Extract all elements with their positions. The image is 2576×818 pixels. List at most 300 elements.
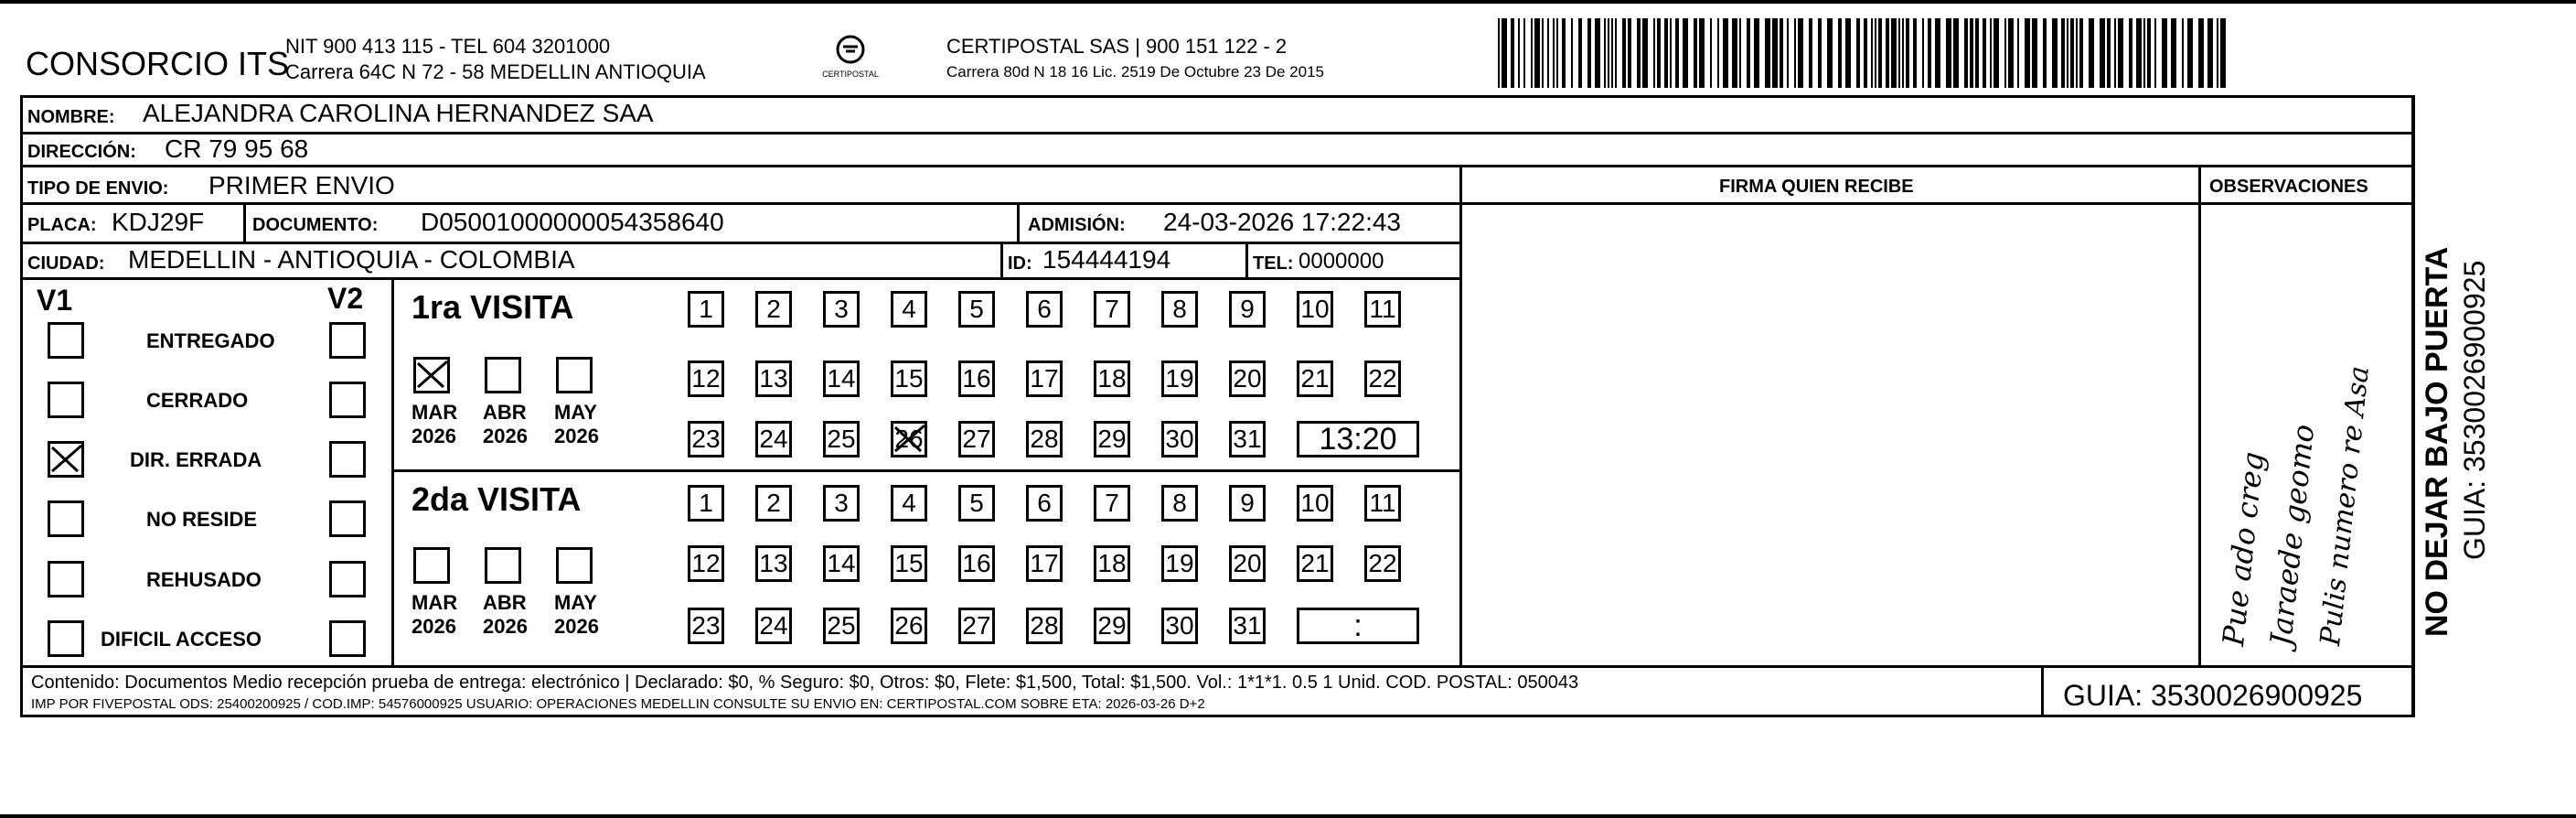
day-number: 2 [766, 295, 781, 323]
day-box[interactable] [1229, 291, 1266, 328]
admision-label: ADMISIÓN: [1028, 215, 1126, 235]
day-box[interactable] [688, 291, 724, 328]
company-line-1: NIT 900 413 115 - TEL 604 3201000 [285, 35, 611, 58]
barcode-bar [2089, 18, 2094, 88]
month-checkbox[interactable] [485, 357, 521, 393]
ciudad-label: CIUDAD: [27, 253, 105, 274]
barcode-bar [1628, 18, 1631, 88]
month-checkbox[interactable] [556, 357, 593, 393]
day-box[interactable] [755, 485, 792, 522]
day-box[interactable] [891, 545, 927, 582]
day-box[interactable] [1297, 291, 1333, 328]
status-label: DIFICIL ACCESO [101, 628, 262, 651]
barcode-bar [1747, 18, 1750, 88]
day-number: 28 [1030, 425, 1059, 453]
barcode-bar [1531, 18, 1533, 88]
day-box[interactable] [1229, 421, 1266, 457]
rule [1017, 202, 1020, 242]
day-box[interactable] [1161, 291, 1198, 328]
barcode-bar [1864, 18, 1867, 88]
day-box[interactable] [1364, 485, 1401, 522]
status-checkbox-v2[interactable] [329, 561, 366, 597]
nombre-value: ALEJANDRA CAROLINA HERNANDEZ SAA [143, 99, 654, 127]
day-number: 25 [827, 425, 856, 453]
day-number: 8 [1172, 489, 1187, 517]
tel-label: TEL: [1253, 253, 1294, 274]
barcode-bar [1928, 18, 1931, 88]
barcode-bar [1587, 18, 1591, 88]
barcode-bar [2004, 18, 2006, 88]
day-box[interactable] [958, 485, 995, 522]
barcode-bar [1765, 18, 1770, 88]
barcode-bar [1754, 18, 1759, 88]
day-number: 27 [962, 425, 991, 453]
first-visit-title: 1ra VISITA [412, 288, 574, 326]
ciudad-value: MEDELLIN - ANTIOQUIA - COLOMBIA [128, 245, 575, 274]
rule [1245, 242, 1248, 277]
barcode-bar [1975, 18, 1979, 88]
status-label: NO RESIDE [146, 508, 258, 531]
day-box[interactable] [1026, 421, 1063, 457]
status-checkbox-v2[interactable] [329, 500, 366, 537]
firma-label: FIRMA QUIEN RECIBE [1719, 177, 1914, 197]
year-label: 2026 [554, 425, 599, 447]
barcode-bar [1723, 18, 1728, 88]
day-box[interactable] [823, 421, 860, 457]
year-label: 2026 [554, 615, 599, 638]
barcode-bar [1856, 18, 1860, 88]
day-box[interactable] [823, 291, 860, 328]
day-number: 26 [894, 611, 924, 640]
day-number: 13 [759, 364, 788, 393]
time-value: 13:20 [1319, 421, 1397, 457]
month-label: MAR [412, 401, 458, 424]
day-number: 22 [1368, 549, 1397, 577]
day-number: 22 [1368, 364, 1397, 393]
day-box[interactable] [891, 421, 927, 457]
day-number: 3 [834, 295, 849, 323]
day-box[interactable] [1026, 545, 1063, 582]
carrier-line-1: CERTIPOSTAL SAS | 900 151 122 - 2 [946, 35, 1288, 58]
barcode-bar [1902, 18, 1904, 88]
barcode-bar [1838, 18, 1842, 88]
day-number: 1 [699, 489, 713, 517]
day-number: 5 [969, 295, 984, 323]
year-label: 2026 [483, 425, 528, 447]
time-value: : [1353, 608, 1363, 643]
day-number: 14 [827, 549, 856, 577]
day-number: 30 [1165, 611, 1194, 640]
day-number: 31 [1233, 611, 1262, 640]
status-checkbox-v1[interactable] [48, 620, 84, 657]
direccion-label: DIRECCIÓN: [27, 142, 136, 162]
day-box[interactable] [1094, 608, 1130, 644]
month-label: ABR [483, 401, 527, 424]
day-box[interactable] [1161, 421, 1198, 457]
barcode-bar [2129, 18, 2132, 88]
barcode-bar [1578, 18, 1582, 88]
time-box[interactable] [1297, 608, 1419, 644]
barcode-bar [1886, 18, 1889, 88]
day-number: 9 [1240, 295, 1255, 323]
placa-value: KDJ29F [112, 208, 205, 236]
year-label: 2026 [412, 425, 456, 447]
barcode-bar [1964, 18, 1968, 88]
barcode-bar [1935, 18, 1940, 88]
barcode-bar [1571, 18, 1573, 88]
day-box[interactable] [958, 421, 995, 457]
status-checkbox-v2[interactable] [329, 322, 366, 359]
day-box[interactable] [688, 361, 724, 397]
barcode-bar [2217, 18, 2218, 88]
day-number: 21 [1300, 364, 1330, 393]
logo-text: CERTIPOSTAL [822, 70, 879, 79]
barcode-bar [1637, 18, 1641, 88]
id-label: ID: [1008, 253, 1032, 274]
certipostal-logo [818, 31, 882, 82]
barcode-bar [1780, 18, 1783, 88]
day-number: 7 [1105, 489, 1119, 517]
observaciones-label: OBSERVACIONES [2209, 177, 2368, 197]
rule [2198, 165, 2201, 665]
carrier-line-2: Carrera 80d N 18 16 Lic. 2519 De Octubre 23 De 2015 [946, 63, 1324, 81]
barcode-bar [1845, 18, 1851, 88]
handwritten-line: Pulis numero re Asa [2314, 364, 2376, 648]
v1-header: V1 [37, 284, 73, 317]
day-box[interactable] [1229, 545, 1266, 582]
rule [20, 165, 2412, 167]
day-number: 18 [1097, 364, 1127, 393]
barcode-bar [2017, 18, 2019, 88]
day-box[interactable] [823, 545, 860, 582]
day-number: 2 [766, 489, 781, 517]
day-number: 15 [894, 364, 924, 393]
day-number: 4 [902, 489, 916, 517]
day-number: 21 [1300, 549, 1330, 577]
placa-label: PLACA: [27, 215, 97, 235]
barcode-bar [2136, 18, 2142, 88]
day-box[interactable] [1297, 485, 1333, 522]
handwritten-line: Pue ado creg [2216, 449, 2271, 648]
day-box[interactable] [1229, 361, 1266, 397]
year-label: 2026 [483, 615, 528, 638]
day-box[interactable] [755, 421, 792, 457]
day-box[interactable] [958, 361, 995, 397]
barcode-bar [1983, 18, 1986, 88]
day-box[interactable] [891, 608, 927, 644]
day-number: 5 [969, 489, 984, 517]
barcode-bar [2043, 18, 2047, 88]
barcode-bar [1898, 18, 1900, 88]
second-visit-title: 2da VISITA [412, 480, 582, 518]
month-label: MAY [554, 591, 597, 614]
day-box[interactable] [755, 608, 792, 644]
barcode-bar [2061, 18, 2065, 88]
day-box[interactable] [891, 291, 927, 328]
day-box[interactable] [1094, 545, 1130, 582]
rule [2041, 665, 2044, 717]
day-box[interactable] [688, 485, 724, 522]
day-box[interactable] [1161, 608, 1198, 644]
day-number: 12 [691, 549, 721, 577]
day-box[interactable] [755, 545, 792, 582]
day-number: 31 [1233, 425, 1262, 453]
day-box[interactable] [688, 545, 724, 582]
barcode-bar [2171, 18, 2176, 88]
day-box[interactable] [1094, 361, 1130, 397]
day-box[interactable] [755, 291, 792, 328]
barcode-bar [2025, 18, 2030, 88]
barcode-bar [1871, 18, 1873, 88]
rule [1459, 165, 1462, 665]
status-checkbox-v1[interactable] [48, 322, 84, 359]
day-box[interactable] [688, 608, 724, 644]
day-number: 3 [834, 489, 849, 517]
day-number: 6 [1037, 295, 1052, 323]
barcode-bar [1809, 18, 1812, 88]
day-number: 8 [1172, 295, 1187, 323]
tipo-envio-value: PRIMER ENVIO [208, 171, 395, 199]
day-box[interactable] [823, 361, 860, 397]
observaciones-handwriting [2209, 214, 2410, 661]
rule [20, 277, 1461, 280]
barcode-bar [1794, 18, 1796, 88]
barcode-bar [2032, 18, 2037, 88]
barcode-bar [1657, 18, 1661, 88]
day-number: 20 [1233, 549, 1262, 577]
barcode-bar [1615, 18, 1617, 88]
barcode-bar [1946, 18, 1951, 88]
barcode-bar [1891, 18, 1897, 88]
direccion-value: CR 79 95 68 [165, 135, 309, 163]
rule [20, 132, 2412, 135]
day-box[interactable] [1094, 291, 1130, 328]
day-number: 23 [691, 611, 721, 640]
documento-label: DOCUMENTO: [252, 215, 379, 235]
barcode-bar [2107, 18, 2111, 88]
day-number: 26 [894, 425, 924, 453]
status-checkbox-v1[interactable] [48, 441, 84, 478]
company-name: CONSORCIO ITS [26, 45, 290, 82]
documento-value: D05001000000054358640 [421, 208, 724, 236]
barcode-bar [1913, 18, 1917, 88]
barcode-bar [2008, 18, 2014, 88]
barcode-bar [1827, 18, 1833, 88]
status-label: CERRADO [146, 389, 249, 412]
day-box[interactable] [1229, 608, 1266, 644]
day-box[interactable] [958, 545, 995, 582]
day-box[interactable] [755, 361, 792, 397]
month-checkbox[interactable] [413, 547, 450, 584]
status-checkbox-v2[interactable] [329, 382, 366, 418]
barcode-bar [1595, 18, 1600, 88]
day-box[interactable] [1161, 361, 1198, 397]
barcode-bar [1993, 18, 1999, 88]
day-box[interactable] [1161, 545, 1198, 582]
day-number: 27 [962, 611, 991, 640]
day-number: 17 [1030, 549, 1059, 577]
nombre-label: NOMBRE: [27, 107, 115, 127]
rule [1000, 242, 1003, 277]
day-box[interactable] [1364, 545, 1401, 582]
day-number: 6 [1037, 489, 1052, 517]
day-number: 4 [902, 295, 916, 323]
barcode-bar [1523, 18, 1525, 88]
rule [243, 202, 246, 242]
barcode-bar [1878, 18, 1882, 88]
status-checkbox-v2[interactable] [329, 620, 366, 657]
day-box[interactable] [891, 361, 927, 397]
day-number: 29 [1097, 425, 1127, 453]
barcode-bar [2067, 18, 2068, 88]
day-box[interactable] [1026, 485, 1063, 522]
barcode-bar [2147, 18, 2151, 88]
day-number: 24 [759, 611, 788, 640]
footer-line-1: Contenido: Documentos Medio recepción prueba de entrega: electrónico | Declarado: $0, % Seguro: $0, Otros: $0, Flete: $1,500, Total: $1,500. Vol.: 1*1*1. 0.5 1 Unid. COD. POSTAL: 050043 [31, 673, 1579, 693]
barcode-bar [1906, 18, 1909, 88]
barcode-bar [1772, 18, 1778, 88]
day-number: 15 [894, 549, 924, 577]
barcode-bar [1732, 18, 1737, 88]
company-line-2: Carrera 64C N 72 - 58 MEDELLIN ANTIOQUIA [285, 60, 706, 83]
day-number: 28 [1030, 611, 1059, 640]
day-box[interactable] [891, 485, 927, 522]
barcode-bar [1664, 18, 1668, 88]
barcode-bar [1875, 18, 1876, 88]
day-number: 23 [691, 425, 721, 453]
barcode-bar [1699, 18, 1705, 88]
barcode-bar [1547, 18, 1549, 88]
barcode-bar [1562, 18, 1566, 88]
day-number: 11 [1369, 489, 1396, 517]
barcode-bar [1611, 18, 1613, 88]
day-box[interactable] [1026, 608, 1063, 644]
barcode-bar [1922, 18, 1924, 88]
day-box[interactable] [688, 421, 724, 457]
barcode-bar [1556, 18, 1558, 88]
barcode-bar [1604, 18, 1606, 88]
barcode-bar [2100, 18, 2105, 88]
year-label: 2026 [412, 615, 456, 638]
day-number: 20 [1233, 364, 1262, 393]
barcode-bar [2143, 18, 2145, 88]
month-checkbox[interactable] [485, 547, 521, 584]
barcode-bar [1653, 18, 1655, 88]
day-box[interactable] [1026, 361, 1063, 397]
admision-value: 24-03-2026 17:22:43 [1163, 208, 1401, 236]
day-number: 12 [691, 364, 721, 393]
day-number: 14 [827, 364, 856, 393]
day-box[interactable] [1161, 485, 1198, 522]
barcode-bar [1694, 18, 1697, 88]
day-box[interactable] [1026, 291, 1063, 328]
month-label: MAR [412, 591, 458, 614]
barcode-bar [1739, 18, 1741, 88]
barcode-bar [1498, 18, 1500, 88]
day-number: 9 [1240, 489, 1255, 517]
barcode-bar [2207, 18, 2213, 88]
barcode-bar [1553, 18, 1555, 88]
barcode-bar [1683, 18, 1688, 88]
day-number: 30 [1165, 425, 1194, 453]
day-number: 18 [1097, 549, 1127, 577]
status-checkbox-v1[interactable] [48, 500, 84, 537]
side-frame-right [2412, 95, 2415, 717]
day-number: 7 [1105, 295, 1119, 323]
barcode-bar [2198, 18, 2204, 88]
day-box[interactable] [1297, 545, 1333, 582]
barcode-bar [1622, 18, 1626, 88]
day-number: 13 [759, 549, 788, 577]
rule [391, 469, 1461, 472]
day-box[interactable] [823, 608, 860, 644]
day-number: 1 [699, 295, 713, 323]
day-number: 11 [1369, 295, 1396, 323]
top-border [0, 0, 2576, 4]
day-box[interactable] [823, 485, 860, 522]
status-checkbox-v1[interactable] [48, 561, 84, 597]
barcode-bar [1787, 18, 1789, 88]
side-warning: NO DEJAR BAJO PUERTA [2420, 246, 2454, 637]
side-guia: GUIA: 3530026900925 [2458, 260, 2491, 560]
barcode-bar [1608, 18, 1609, 88]
barcode-bar [2182, 18, 2184, 88]
tel-value: 0000000 [1299, 249, 1384, 274]
day-number: 29 [1097, 611, 1127, 640]
status-label: DIR. ERRADA [130, 448, 262, 471]
month-checkbox[interactable] [556, 547, 593, 584]
barcode-bar [1818, 18, 1822, 88]
day-box[interactable] [1094, 421, 1130, 457]
day-number: 19 [1165, 364, 1194, 393]
barcode-bar [2162, 18, 2167, 88]
day-box[interactable] [1297, 361, 1333, 397]
day-number: 10 [1300, 489, 1330, 517]
v2-header: V2 [327, 282, 364, 315]
day-box[interactable] [958, 291, 995, 328]
handwritten-line: Jaraede geomo [2263, 422, 2322, 648]
barcode-bar [2076, 18, 2078, 88]
barcode [1498, 18, 2229, 90]
month-checkbox[interactable] [413, 357, 450, 393]
status-checkbox-v2[interactable] [329, 441, 366, 478]
day-box[interactable] [1364, 291, 1401, 328]
day-number: 16 [962, 549, 991, 577]
day-box[interactable] [1229, 485, 1266, 522]
barcode-bar [1675, 18, 1679, 88]
day-number: 25 [827, 611, 856, 640]
day-number: 10 [1300, 295, 1330, 323]
barcode-bar [2052, 18, 2058, 88]
rule [391, 277, 394, 665]
tipo-envio-label: TIPO DE ENVIO: [27, 178, 169, 199]
day-number: 19 [1165, 549, 1194, 577]
day-box[interactable] [1094, 485, 1130, 522]
barcode-bar [1670, 18, 1672, 88]
barcode-bar [1518, 18, 1520, 88]
barcode-bar [1642, 18, 1648, 88]
barcode-bar [1717, 18, 1719, 88]
barcode-bar [1953, 18, 1959, 88]
bottom-border [0, 814, 2576, 818]
day-box[interactable] [1364, 361, 1401, 397]
day-box[interactable] [958, 608, 995, 644]
barcode-bar [1990, 18, 1992, 88]
time-box[interactable] [1297, 421, 1419, 457]
barcode-bar [1502, 18, 1507, 88]
status-checkbox-v1[interactable] [48, 382, 84, 418]
barcode-bar [2187, 18, 2193, 88]
